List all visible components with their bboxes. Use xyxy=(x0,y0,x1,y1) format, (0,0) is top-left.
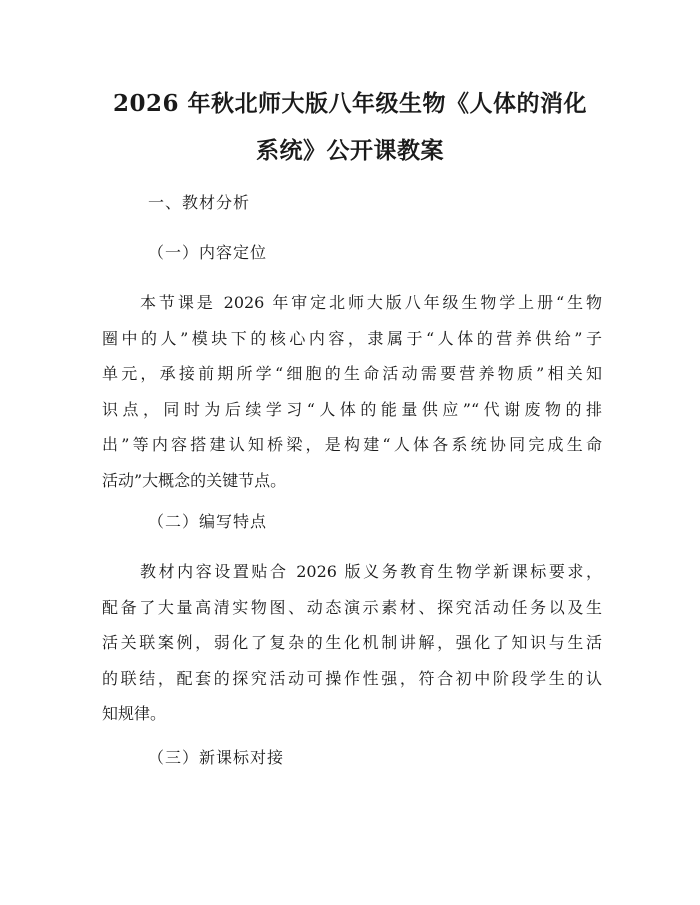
paragraph-line: 活关联案例，弱化了复杂的生化机制讲解，强化了知识与生活 xyxy=(102,633,602,652)
paragraph-line: 出”等内容搭建认知桥梁，是构建“人体各系统协同完成生命 xyxy=(102,435,602,454)
title-line-2: 系统》公开课教案 xyxy=(256,137,444,164)
section-heading-textbook-analysis: 一、教材分析 xyxy=(148,193,251,212)
paragraph-line: 本节课是 2026 年审定北师大版八年级生物学上册“生物 xyxy=(140,293,602,312)
paragraph-line: 圈中的人”模块下的核心内容，隶属于“人体的营养供给”子 xyxy=(102,328,602,348)
paragraph-line: 的联结，配套的探究活动可操作性强，符合初中阶段学生的认 xyxy=(102,668,602,688)
document-title xyxy=(100,80,600,174)
paragraph-line: 教材内容设置贴合 2026 版义务教育生物学新课标要求， xyxy=(140,562,602,581)
subheading-curriculum-alignment: （三）新课标对接 xyxy=(148,748,285,767)
paragraph-line: 知规律。 xyxy=(102,704,167,723)
paragraph-writing-features xyxy=(102,554,602,732)
title-line-1: 2026 年秋北师大版八年级生物《人体的消化 xyxy=(112,90,588,117)
subheading-writing-features: （二）编写特点 xyxy=(148,512,268,531)
paragraph-line: 识点，同时为后续学习“人体的能量供应”“代谢废物的排 xyxy=(102,399,602,419)
subheading-content-positioning: （一）内容定位 xyxy=(148,243,268,262)
paragraph-line: 活动”大概念的关键节点。 xyxy=(102,470,287,490)
paragraph-line: 单元，承接前期所学“细胞的生命活动需要营养物质”相关知 xyxy=(102,364,602,383)
paragraph-content-positioning xyxy=(102,285,602,498)
paragraph-line: 配备了大量高清实物图、动态演示素材、探究活动任务以及生 xyxy=(102,597,602,617)
